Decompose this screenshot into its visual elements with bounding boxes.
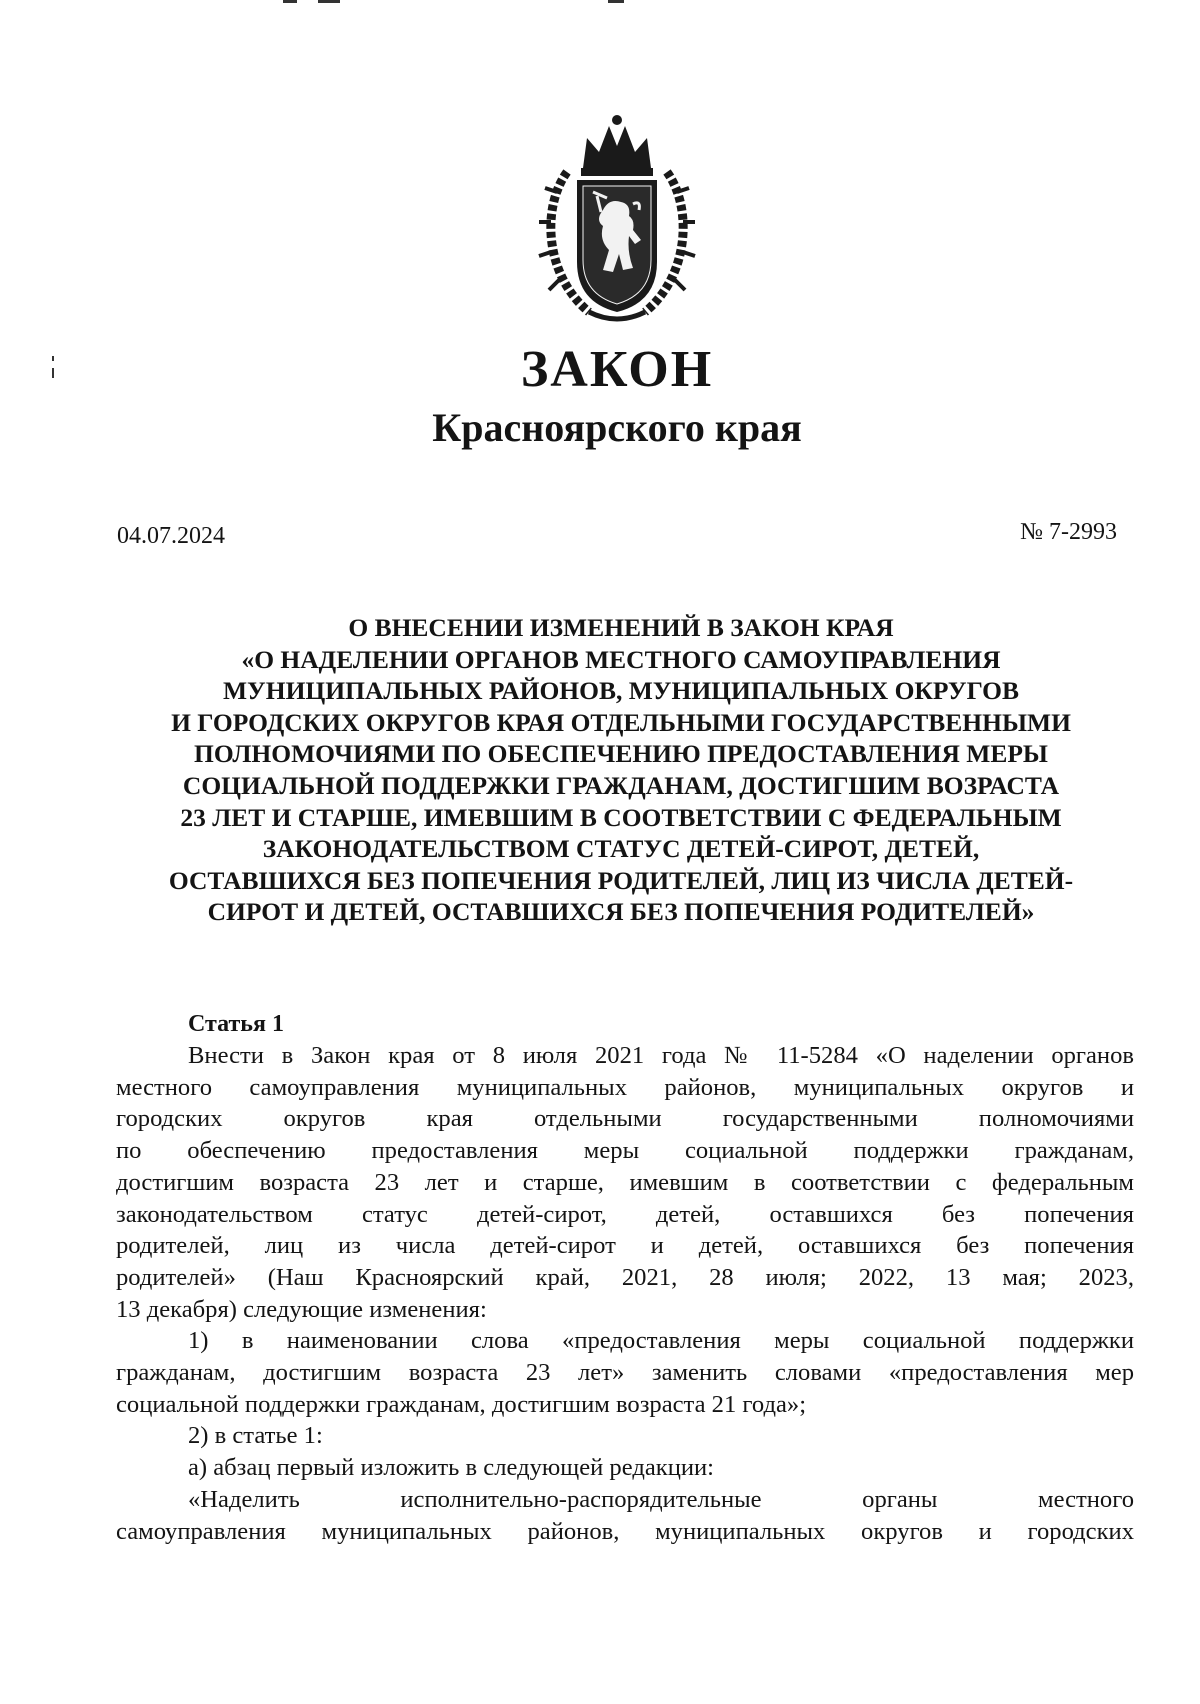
body-line: «Наделить исполнительно-распорядительные органы местного [188,1485,1134,1513]
body-line: законодательством статус детей-сирот, детей, оставшихся без попечения [116,1200,1134,1228]
body-line: 1) в наименовании слова «предоставления меры социальной поддержки [188,1327,1134,1355]
body-line: достигшим возраста 23 лет и старше, имевшим в соответствии с федеральным [116,1168,1134,1196]
law-heading [108,612,1134,928]
heading-line: ПОЛНОМОЧИЯМИ ПО ОБЕСПЕЧЕНИЮ ПРЕДОСТАВЛЕНИЯ МЕРЫ [194,739,1048,769]
heading-line: ЗАКОНОДАТЕЛЬСТВОМ СТАТУС ДЕТЕЙ-СИРОТ, ДЕТЕЙ, [262,834,980,864]
body-line: местного самоуправления муниципальных районов, муниципальных округов и [116,1073,1134,1101]
heading-line: ОСТАВШИХСЯ БЕЗ ПОПЕЧЕНИЯ РОДИТЕЛЕЙ, ЛИЦ ИЗ ЧИСЛА ДЕТЕЙ- [168,865,1074,895]
body-line: социальной поддержки гражданам, достигшим возраста 21 года»; [116,1390,807,1418]
body-line: по обеспечению предоставления меры социальной поддержки гражданам, [116,1137,1134,1165]
scan-artifact [608,0,624,3]
heading-line: 23 ЛЕТ И СТАРШЕ, ИМЕВШИМ В СООТВЕТСТВИИ С ФЕДЕРАЛЬНЫМ [180,802,1062,832]
law-date: 04.07.2024 [117,523,225,549]
coat-of-arms-emblem [537,112,697,326]
heading-line: МУНИЦИПАЛЬНЫХ РАЙОНОВ, МУНИЦИПАЛЬНЫХ ОКРУГОВ [222,676,1020,706]
article-body [116,1040,1134,1547]
law-number: № 7-2993 [1020,519,1117,545]
body-line: самоуправления муниципальных районов, муниципальных округов и городских [116,1517,1134,1545]
scan-artifact [318,0,340,3]
heading-line: «О НАДЕЛЕНИИ ОРГАНОВ МЕСТНОГО САМОУПРАВЛЕНИЯ [241,644,1001,674]
body-line: городских округов края отдельными государственными полномочиями [116,1105,1134,1133]
heading-line: О ВНЕСЕНИИ ИЗМЕНЕНИЙ В ЗАКОН КРАЯ [348,613,894,642]
body-line: 2) в статье 1: [188,1422,323,1450]
body-line: гражданам, достигшим возраста 23 лет» заменить словами «предоставления мер [116,1359,1134,1387]
scan-artifact [283,0,297,3]
body-line: Внести в Закон края от 8 июля 2021 года № 11-5284 «О наделении органов [188,1042,1134,1069]
heading-line: И ГОРОДСКИХ ОКРУГОВ КРАЯ ОТДЕЛЬНЫМИ ГОСУДАРСТВЕННЫМИ [171,707,1071,737]
heading-line: СИРОТ И ДЕТЕЙ, ОСТАВШИХСЯ БЕЗ ПОПЕЧЕНИЯ РОДИТЕЛЕЙ» [207,897,1035,927]
law-title: ЗАКОН [520,341,714,398]
heading-line: СОЦИАЛЬНОЙ ПОДДЕРЖКИ ГРАЖДАНАМ, ДОСТИГШИМ ВОЗРАСТА [182,770,1060,800]
body-line: 13 декабря) следующие изменения: [116,1295,487,1323]
law-region-subtitle: Красноярского края [432,405,802,450]
body-line: родителей, лиц из числа детей-сирот и детей, оставшихся без попечения [116,1232,1134,1260]
body-line: родителей» (Наш Красноярский край, 2021, 28 июля; 2022, 13 мая; 2023, [116,1263,1134,1291]
body-line: а) абзац первый изложить в следующей редакции: [188,1454,715,1482]
article-title: Статья 1 [188,1011,284,1037]
